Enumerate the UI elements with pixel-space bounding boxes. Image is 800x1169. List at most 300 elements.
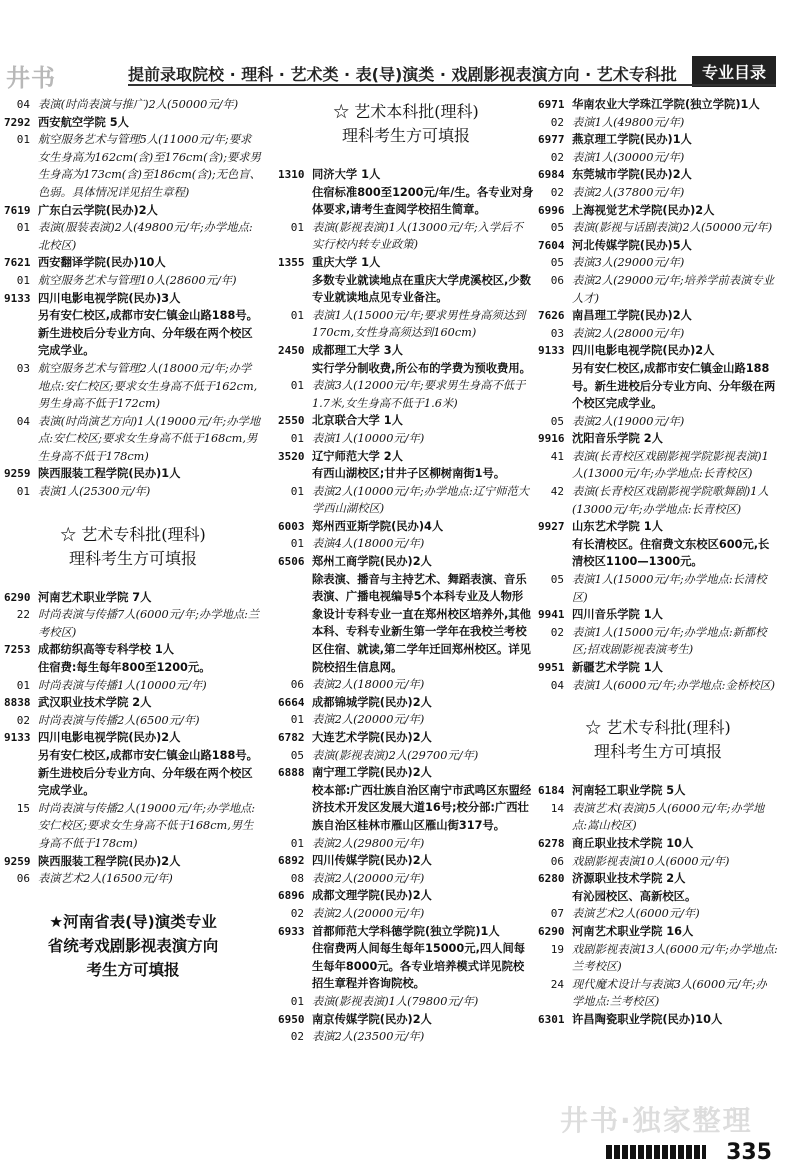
school-entry bbox=[4, 96, 262, 114]
major-row bbox=[538, 905, 778, 923]
major-text: 表演(时尚演艺方向)1人(19000元/年;办学地点:安仁校区;要求女生身高不低于168cm,男生身高不低于178cm) bbox=[38, 414, 261, 463]
school-name: 郑州西亚斯学院(民办)4人 bbox=[312, 519, 444, 533]
major-code: 01 bbox=[290, 379, 304, 393]
school-name: 山东艺术学院 1人 bbox=[572, 520, 663, 534]
major-text: 表演2人(20000元/年) bbox=[312, 713, 425, 727]
major-row bbox=[4, 272, 262, 290]
major-text: 时尚表演与传播1人(10000元/年) bbox=[38, 678, 207, 692]
school-entry bbox=[538, 166, 778, 201]
school-note: 除表演、播音与主持艺术、舞蹈表演、音乐表演、广播电视编导5个本科专业及人物形象设计专科专业一直在郑州校区培养外,其他本科、专科专业新生第一学年在我校兰考校区住宿、就读,第二学年迁回郑州校区。详见院校招生信息网。 bbox=[312, 572, 531, 674]
major-row bbox=[538, 483, 778, 518]
section-heading-line: ★河南省表(导)演类专业 bbox=[49, 912, 217, 931]
major-text: 表演(影视表演)1人(79800元/年) bbox=[312, 994, 479, 1008]
school-code: 6896 bbox=[278, 889, 305, 903]
major-text: 表演1人(15000元/年;办学地点:新都校区;招戏剧影视表演考生) bbox=[572, 625, 767, 657]
school-entry bbox=[4, 254, 262, 289]
school-name: 西安翻译学院(民办)10人 bbox=[38, 256, 166, 270]
section-heading bbox=[538, 716, 778, 764]
major-text: 表演(影视与话剧表演)2人(50000元/年) bbox=[572, 221, 773, 235]
major-row bbox=[278, 905, 534, 923]
major-text: 表演3人(12000元/年;要求男生身高不低于1.7米,女生身高不低于1.6米) bbox=[312, 379, 526, 410]
school-name: 商丘职业技术学院 10人 bbox=[572, 836, 694, 850]
major-text: 现代魔术设计与表演3人(6000元/年;办学地点:兰考校区) bbox=[572, 977, 767, 1009]
school-code: 7253 bbox=[4, 643, 31, 657]
school-code: 6290 bbox=[538, 924, 565, 938]
major-row bbox=[538, 976, 778, 1011]
column-3 bbox=[538, 96, 778, 1029]
major-code: 14 bbox=[550, 801, 564, 815]
major-text: 表演2人(28000元/年) bbox=[572, 326, 685, 340]
school-name: 陕西服装工程学院(民办)1人 bbox=[38, 467, 181, 481]
major-text: 表演艺术(表演)5人(6000元/年;办学地点:嵩山校区) bbox=[572, 801, 765, 833]
school-header bbox=[4, 589, 262, 607]
school-code: 8838 bbox=[4, 696, 31, 710]
major-row bbox=[278, 835, 534, 853]
publisher-logo: 井书 bbox=[6, 64, 56, 92]
major-row bbox=[4, 606, 262, 641]
major-row bbox=[278, 870, 534, 888]
school-code: 9259 bbox=[4, 854, 31, 868]
major-code: 01 bbox=[16, 221, 30, 235]
school-header bbox=[538, 307, 778, 325]
school-header bbox=[538, 835, 778, 853]
school-name: 四川电影电视学院(民办)2人 bbox=[38, 731, 181, 745]
school-name: 四川传媒学院(民办)2人 bbox=[312, 854, 432, 868]
major-text: 表演艺术2人(6000元/年) bbox=[572, 907, 700, 921]
major-row bbox=[538, 571, 778, 606]
school-name: 河北传媒学院(民办)5人 bbox=[572, 238, 692, 252]
major-row bbox=[538, 219, 778, 237]
major-text: 航空服务艺术与管理10人(28600元/年) bbox=[38, 273, 237, 287]
school-code: 2450 bbox=[278, 343, 305, 357]
school-name: 郑州工商学院(民办)2人 bbox=[312, 555, 432, 569]
school-name: 首都师范大学科德学院(独立学院)1人 bbox=[312, 924, 500, 938]
school-entry bbox=[4, 114, 262, 202]
section-heading-line: ☆ 艺术专科批(理科) bbox=[60, 524, 206, 544]
major-row bbox=[538, 149, 778, 167]
major-text: 表演2人(29800元/年) bbox=[312, 836, 425, 850]
major-code: 07 bbox=[550, 907, 564, 921]
school-name: 成都理工大学 3人 bbox=[312, 343, 403, 357]
major-row bbox=[4, 131, 262, 201]
school-code: 6933 bbox=[278, 924, 305, 938]
school-code: 6290 bbox=[4, 590, 31, 604]
major-code: 06 bbox=[16, 872, 30, 886]
section-heading-line: 理科考生方可填报 bbox=[341, 126, 470, 145]
school-code: 7626 bbox=[538, 309, 565, 323]
header-rule bbox=[128, 84, 776, 86]
major-text: 表演(服装表演)2人(49800元/年;办学地点:北校区) bbox=[38, 221, 253, 252]
major-code: 02 bbox=[16, 713, 30, 727]
school-entry bbox=[538, 518, 778, 606]
major-code: 41 bbox=[550, 449, 564, 463]
school-name: 河南艺术职业学院 7人 bbox=[38, 590, 152, 604]
major-code: 02 bbox=[290, 1030, 304, 1044]
school-entry bbox=[278, 553, 534, 694]
school-code: 1355 bbox=[278, 255, 305, 269]
major-code: 04 bbox=[550, 678, 564, 692]
section-heading bbox=[4, 910, 262, 982]
major-text: 表演1人(15000元/年;办学地点:长清校区) bbox=[572, 573, 767, 604]
school-entry bbox=[538, 430, 778, 518]
major-text: 表演(长青校区戏剧影视学院歌舞剧)1人(13000元/年;办学地点:长青校区) bbox=[572, 485, 769, 516]
school-entry bbox=[278, 518, 534, 553]
major-row bbox=[4, 219, 262, 254]
major-text: 表演4人(18000元/年) bbox=[312, 537, 425, 551]
major-code: 01 bbox=[290, 220, 304, 234]
school-note: 另有安仁校区,成都市安仁镇金山路188号。新生进校后分专业方向、分年级在两个校区完成学业。 bbox=[38, 749, 258, 798]
major-code: 06 bbox=[550, 854, 564, 868]
school-name: 上海视觉艺术学院(民办)2人 bbox=[572, 203, 715, 217]
school-code: 6950 bbox=[278, 1012, 305, 1026]
major-code: 01 bbox=[290, 431, 304, 445]
school-code: 6888 bbox=[278, 766, 305, 780]
major-row bbox=[278, 993, 534, 1011]
major-row bbox=[4, 96, 262, 114]
major-code: 01 bbox=[16, 273, 30, 287]
school-entry bbox=[4, 465, 262, 500]
school-entry bbox=[538, 606, 778, 659]
major-code: 02 bbox=[550, 150, 564, 164]
major-text: 航空服务艺术与管理5人(11000元/年;要求女生身高为162cm(含)至176cm(含);要求男生身高为173cm(含)至186cm(含);无色盲、色弱。具体情况详见招生章程) bbox=[38, 133, 261, 199]
school-header bbox=[4, 114, 262, 132]
major-row bbox=[278, 430, 534, 448]
school-code: 6892 bbox=[278, 854, 305, 868]
running-head: 提前录取院校 · 理科 · 艺术类 · 表(导)演类 · 戏剧影视表演方向 · 艺术专科批 bbox=[128, 65, 677, 84]
major-row bbox=[4, 800, 262, 853]
school-header bbox=[538, 342, 778, 360]
school-entry bbox=[4, 729, 262, 852]
school-entry bbox=[538, 923, 778, 1011]
school-name: 成都锦城学院(民办)2人 bbox=[312, 695, 432, 709]
school-code: 6280 bbox=[538, 872, 565, 886]
column-2 bbox=[278, 96, 534, 1046]
school-name: 四川电影电视学院(民办)3人 bbox=[38, 291, 181, 305]
major-text: 时尚表演与传播7人(6000元/年;办学地点:兰考校区) bbox=[38, 608, 260, 639]
major-text: 表演1人(10000元/年) bbox=[312, 431, 425, 445]
school-entry bbox=[4, 694, 262, 729]
major-code: 03 bbox=[16, 361, 30, 375]
school-code: 6984 bbox=[538, 168, 565, 182]
school-header bbox=[278, 887, 534, 905]
major-code: 19 bbox=[550, 942, 564, 956]
school-header bbox=[538, 96, 778, 114]
major-row bbox=[538, 448, 778, 483]
section-heading-line: ☆ 艺术专科批(理科) bbox=[585, 718, 731, 738]
section-heading-line: 省统考戏剧影视表演方向 bbox=[47, 936, 219, 955]
school-header bbox=[278, 166, 534, 184]
major-text: 表演2人(20000元/年) bbox=[312, 906, 425, 920]
major-code: 05 bbox=[550, 414, 564, 428]
school-code: 6003 bbox=[278, 519, 305, 533]
major-code: 04 bbox=[16, 414, 30, 428]
school-header bbox=[278, 448, 534, 466]
school-header bbox=[278, 342, 534, 360]
school-header bbox=[278, 729, 534, 747]
school-entry bbox=[278, 923, 534, 1011]
major-text: 表演2人(19000元/年) bbox=[572, 414, 685, 428]
section-heading-line: 理科考生方可填报 bbox=[593, 742, 722, 762]
major-code: 01 bbox=[290, 484, 304, 498]
school-header bbox=[4, 202, 262, 220]
major-text: 表演1人(6000元/年;办学地点:金桥校区) bbox=[572, 678, 776, 692]
major-code: 02 bbox=[550, 625, 564, 639]
school-header bbox=[278, 694, 534, 712]
major-text: 表演2人(37800元/年) bbox=[572, 185, 685, 199]
school-header bbox=[278, 553, 534, 571]
school-header bbox=[4, 641, 262, 659]
school-code: 6782 bbox=[278, 731, 305, 744]
major-row bbox=[278, 711, 534, 729]
school-header bbox=[538, 237, 778, 255]
school-entry bbox=[538, 131, 778, 166]
major-code: 22 bbox=[16, 608, 30, 622]
school-code: 6301 bbox=[538, 1012, 565, 1026]
major-text: 表演(长青校区戏剧影视学院影视表演)1人(13000元/年;办学地点:长青校区) bbox=[572, 449, 769, 481]
school-code: 6996 bbox=[538, 203, 565, 217]
school-name: 南京传媒学院(民办)2人 bbox=[312, 1012, 432, 1026]
school-name: 武汉职业技术学院 2人 bbox=[38, 696, 152, 710]
major-code: 01 bbox=[16, 678, 30, 692]
school-note: 住宿费两人间每生每年15000元,四人间每生每年8000元。各专业培养模式详见院校招生章程并咨询院校。 bbox=[312, 942, 526, 991]
school-name: 许昌陶瓷职业学院(民办)10人 bbox=[572, 1012, 723, 1026]
major-text: 表演(影视表演)1人(13000元/年;入学后不实行校内转专业政策) bbox=[312, 220, 523, 252]
school-header bbox=[538, 518, 778, 536]
major-code: 02 bbox=[550, 115, 564, 129]
school-code: 9951 bbox=[538, 661, 565, 674]
school-name: 北京联合大学 1人 bbox=[312, 414, 403, 428]
school-code: 7292 bbox=[4, 115, 31, 129]
school-entry bbox=[538, 835, 778, 870]
school-note: 校本部:广西壮族自治区南宁市武鸣区东盟经济技术开发区发展大道16号;校分部:广西壮族自治区桂林市雁山区雁山街317号。 bbox=[312, 783, 532, 832]
major-row bbox=[278, 219, 534, 254]
school-name: 西安航空学院 5人 bbox=[38, 115, 129, 129]
major-row bbox=[538, 325, 778, 343]
major-code: 01 bbox=[16, 133, 30, 147]
school-entry bbox=[278, 764, 534, 852]
major-row bbox=[538, 184, 778, 202]
school-code: 2550 bbox=[278, 414, 305, 428]
school-header bbox=[4, 465, 262, 483]
major-text: 表演2人(20000元/年) bbox=[312, 871, 425, 885]
major-code: 15 bbox=[16, 801, 30, 815]
section-heading-line: 理科考生方可填报 bbox=[68, 548, 197, 568]
school-note: 有长清校区。住宿费文东校区600元,长清校区1100—1300元。 bbox=[572, 537, 770, 569]
school-entry bbox=[538, 342, 778, 430]
major-row bbox=[538, 272, 778, 307]
school-header bbox=[538, 923, 778, 941]
major-row bbox=[538, 853, 778, 871]
school-name: 成都文理学院(民办)2人 bbox=[312, 889, 432, 903]
school-note: 实行学分制收费,所公布的学费为预收费用。 bbox=[312, 361, 531, 375]
school-code: 9941 bbox=[538, 608, 565, 622]
school-header bbox=[4, 694, 262, 712]
school-name: 新疆艺术学院 1人 bbox=[572, 661, 663, 674]
school-entry bbox=[278, 1011, 534, 1046]
school-header bbox=[278, 1011, 534, 1029]
major-row bbox=[4, 677, 262, 695]
school-note: 另有安仁校区,成都市安仁镇金山路188号。新生进校后分专业方向、分年级在两个校区完成学业。 bbox=[572, 361, 776, 411]
school-name: 四川音乐学院 1人 bbox=[572, 608, 663, 622]
major-code: 05 bbox=[550, 256, 564, 270]
major-code: 06 bbox=[550, 273, 564, 287]
school-header bbox=[538, 430, 778, 448]
major-code: 05 bbox=[550, 221, 564, 235]
school-code: 9133 bbox=[4, 731, 31, 745]
school-code: 7619 bbox=[4, 203, 31, 217]
major-row bbox=[4, 360, 262, 413]
major-text: 航空服务艺术与管理2人(18000元/年;办学地点:安仁校区;要求女生身高不低于162cm,男生身高不低于172cm) bbox=[38, 361, 258, 411]
major-row bbox=[538, 254, 778, 272]
school-entry bbox=[4, 641, 262, 694]
major-row bbox=[538, 624, 778, 659]
page-number: 335 bbox=[726, 1140, 772, 1165]
major-code: 42 bbox=[550, 485, 564, 499]
school-note: 住宿费:每生每年800至1200元。 bbox=[38, 661, 211, 675]
major-code: 01 bbox=[290, 994, 304, 1008]
major-code: 08 bbox=[290, 871, 304, 885]
school-entry bbox=[278, 166, 534, 254]
school-name: 辽宁师范大学 2人 bbox=[312, 449, 403, 463]
major-row bbox=[538, 413, 778, 431]
school-code: 9133 bbox=[4, 291, 31, 305]
school-code: 6977 bbox=[538, 133, 565, 147]
school-name: 华南农业大学珠江学院(独立学院)1人 bbox=[572, 98, 760, 111]
school-code: 6278 bbox=[538, 836, 565, 850]
section-heading-line: 考生方可填报 bbox=[86, 960, 180, 979]
major-code: 05 bbox=[290, 748, 304, 762]
school-code: 1310 bbox=[278, 168, 305, 181]
major-row bbox=[278, 535, 534, 553]
major-text: 表演2人(29000元/年;培养学前表演专业人才) bbox=[572, 273, 775, 305]
school-header bbox=[538, 782, 778, 800]
section-heading bbox=[278, 100, 534, 148]
school-header bbox=[278, 518, 534, 536]
section-heading bbox=[4, 523, 262, 571]
school-header bbox=[4, 729, 262, 747]
major-row bbox=[538, 941, 778, 976]
major-text: 戏剧影视表演13人(6000元/年;办学地点:兰考校区) bbox=[572, 942, 778, 974]
major-code: 01 bbox=[290, 308, 304, 322]
school-code: 7621 bbox=[4, 256, 31, 270]
school-entry bbox=[538, 307, 778, 342]
major-row bbox=[4, 483, 262, 501]
major-code: 01 bbox=[290, 836, 304, 850]
school-note: 有西山湖校区;甘井子区柳树南街1号。 bbox=[312, 467, 506, 481]
major-row bbox=[278, 747, 534, 765]
school-entry bbox=[538, 782, 778, 835]
major-text: 表演2人(23500元/年) bbox=[312, 1030, 425, 1044]
major-text: 时尚表演与传播2人(19000元/年;办学地点:安仁校区;要求女生身高不低于168cm,男生身高不低于178cm) bbox=[38, 801, 256, 850]
school-entry bbox=[278, 342, 534, 412]
school-entry bbox=[4, 853, 262, 888]
school-entry bbox=[278, 254, 534, 342]
barcode-decoration bbox=[606, 1145, 706, 1159]
school-entry bbox=[538, 870, 778, 923]
school-header bbox=[538, 202, 778, 220]
school-name: 陕西服装工程学院(民办)2人 bbox=[38, 854, 181, 868]
school-note: 有沁园校区、高新校区。 bbox=[572, 889, 697, 903]
major-row bbox=[278, 483, 534, 518]
major-row bbox=[538, 800, 778, 835]
school-code: 9927 bbox=[538, 520, 565, 534]
school-note: 多数专业就读地点在重庆大学虎溪校区,少数专业就读地点见专业备注。 bbox=[312, 273, 531, 305]
major-row bbox=[278, 1028, 534, 1046]
major-row bbox=[538, 114, 778, 132]
major-row bbox=[278, 377, 534, 412]
school-entry bbox=[278, 887, 534, 922]
school-header bbox=[538, 166, 778, 184]
school-note: 另有安仁校区,成都市安仁镇金山路188号。新生进校后分专业方向、分年级在两个校区完成学业。 bbox=[38, 309, 258, 358]
school-header bbox=[278, 852, 534, 870]
watermark: 井书·独家整理 bbox=[560, 1104, 753, 1137]
major-row bbox=[278, 676, 534, 694]
major-text: 表演(时尚表演与推广)2人(50000元/年) bbox=[38, 98, 239, 111]
school-entry bbox=[538, 1011, 778, 1029]
school-note: 住宿标准800至1200元/年/生。各专业对身体要求,请考生查阅学校招生简章。 bbox=[312, 185, 534, 217]
school-entry bbox=[278, 852, 534, 887]
school-code: 6971 bbox=[538, 98, 565, 111]
school-name: 南昌理工学院(民办)2人 bbox=[572, 309, 692, 323]
school-entry bbox=[538, 237, 778, 307]
major-text: 表演(影视表演)2人(29700元/年) bbox=[312, 748, 479, 762]
school-entry bbox=[278, 448, 534, 518]
school-header bbox=[538, 606, 778, 624]
major-code: 01 bbox=[16, 485, 30, 499]
school-name: 燕京理工学院(民办)1人 bbox=[572, 133, 692, 147]
major-text: 表演艺术2人(16500元/年) bbox=[38, 872, 173, 886]
school-code: 6664 bbox=[278, 695, 305, 709]
school-header bbox=[278, 764, 534, 782]
school-entry bbox=[538, 659, 778, 694]
school-name: 四川电影电视学院(民办)2人 bbox=[572, 344, 715, 358]
school-name: 大连艺术学院(民办)2人 bbox=[312, 731, 432, 744]
school-name: 东莞城市学院(民办)2人 bbox=[572, 168, 692, 182]
school-name: 重庆大学 1人 bbox=[312, 255, 381, 269]
school-entry bbox=[538, 202, 778, 237]
major-row bbox=[4, 870, 262, 888]
major-text: 戏剧影视表演10人(6000元/年) bbox=[572, 854, 730, 868]
major-text: 表演1人(49800元/年) bbox=[572, 115, 685, 129]
school-name: 同济大学 1人 bbox=[312, 168, 381, 181]
column-1 bbox=[4, 96, 262, 1000]
school-name: 广东白云学院(民办)2人 bbox=[38, 203, 158, 217]
school-code: 9133 bbox=[538, 344, 565, 358]
major-text: 表演3人(29000元/年) bbox=[572, 256, 685, 270]
major-row bbox=[538, 677, 778, 695]
school-header bbox=[538, 1011, 778, 1029]
major-text: 表演1人(25300元/年) bbox=[38, 485, 151, 499]
school-code: 6184 bbox=[538, 784, 565, 798]
school-header bbox=[4, 853, 262, 871]
major-code: 02 bbox=[290, 906, 304, 920]
major-text: 表演2人(18000元/年) bbox=[312, 678, 425, 692]
school-header bbox=[4, 254, 262, 272]
school-name: 南宁理工学院(民办)2人 bbox=[312, 766, 432, 780]
school-name: 沈阳音乐学院 2人 bbox=[572, 432, 663, 446]
major-row bbox=[4, 413, 262, 466]
major-text: 表演1人(30000元/年) bbox=[572, 150, 685, 164]
major-text: 时尚表演与传播2人(6500元/年) bbox=[38, 713, 200, 727]
school-entry bbox=[4, 202, 262, 255]
section-tab: 专业目录 bbox=[692, 56, 776, 87]
school-name: 济源职业技术学院 2人 bbox=[572, 872, 686, 886]
major-code: 03 bbox=[550, 326, 564, 340]
school-code: 6506 bbox=[278, 555, 305, 569]
major-row bbox=[4, 712, 262, 730]
major-code: 01 bbox=[290, 537, 304, 551]
school-header bbox=[278, 254, 534, 272]
